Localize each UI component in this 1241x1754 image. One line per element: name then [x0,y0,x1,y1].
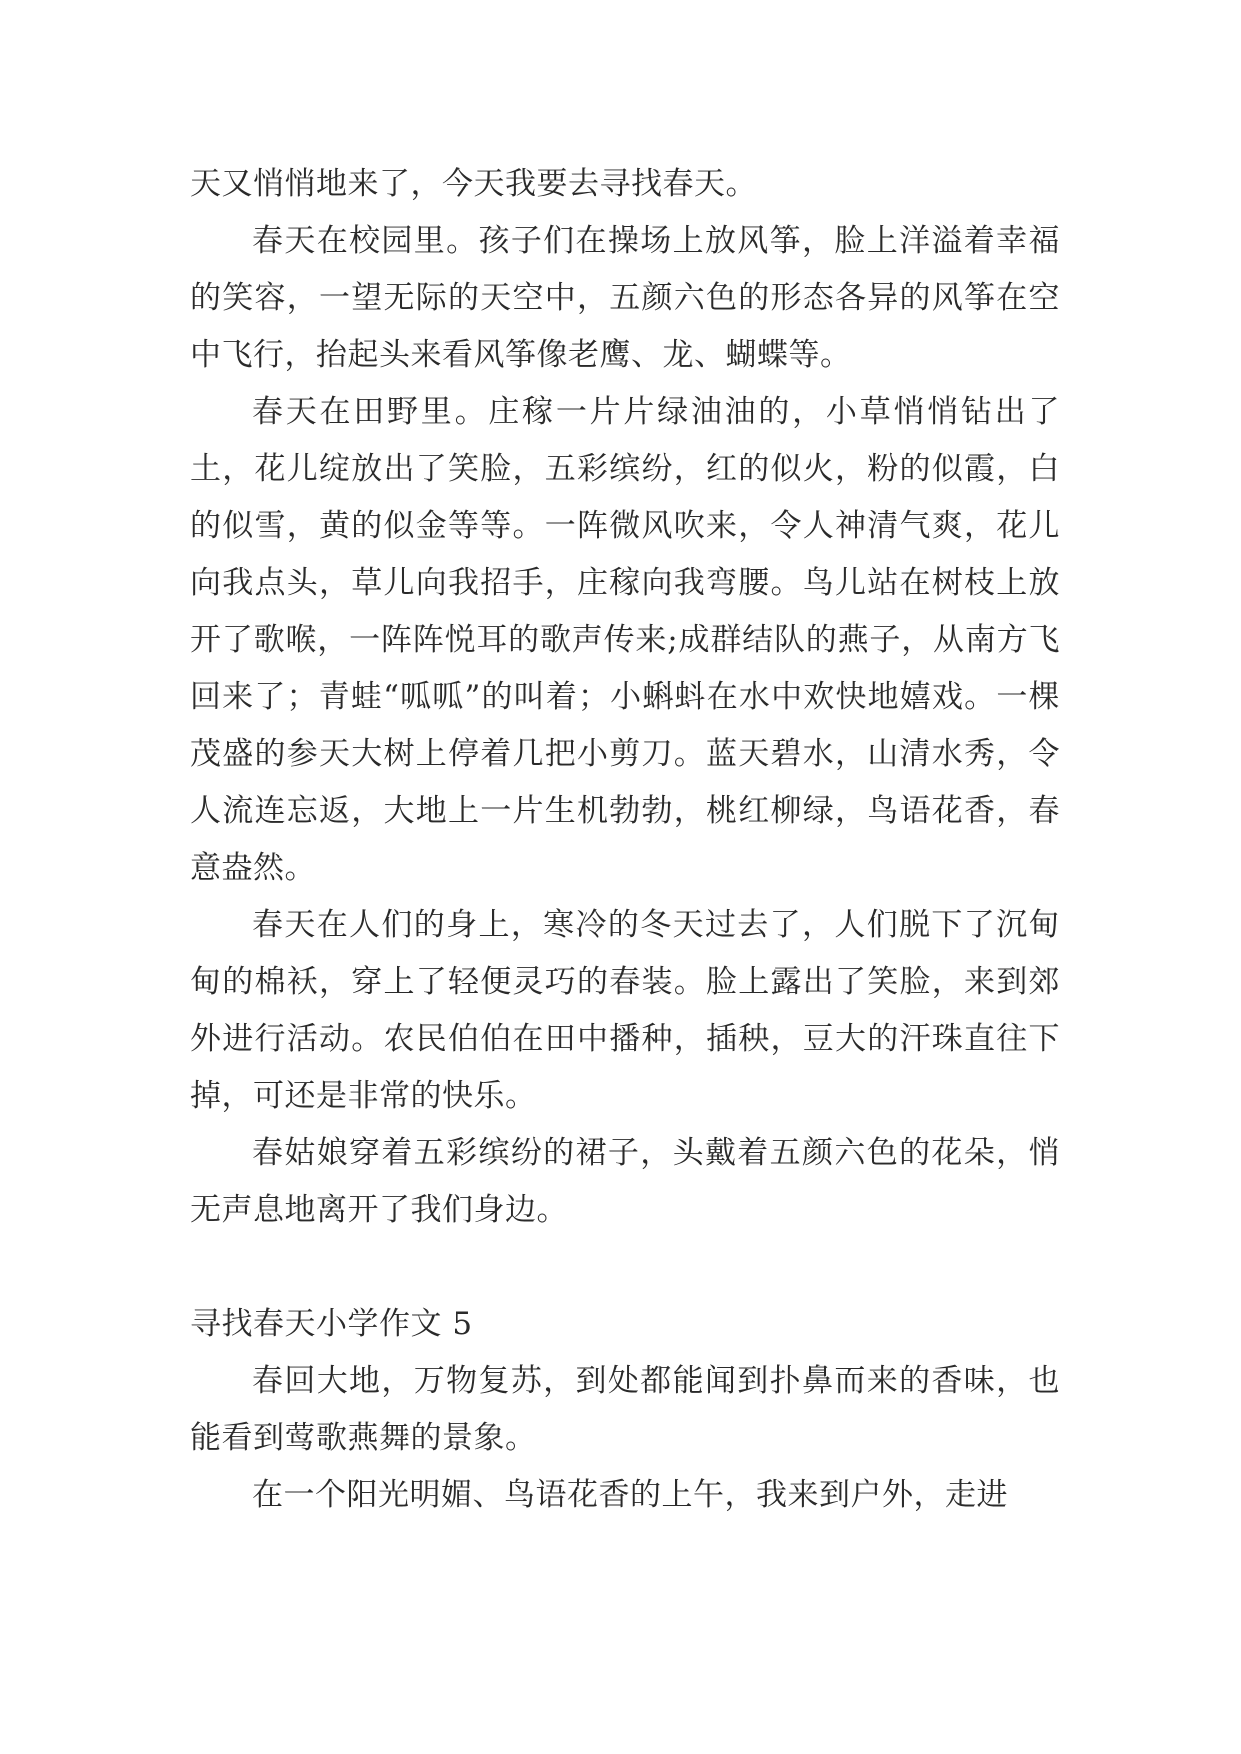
document-body [190,156,1060,1524]
section-heading: 寻找春天小学作文 5 [190,1306,473,1342]
paragraph-7: 在一个阳光明媚、鸟语花香的上午，我来到户外，走进 [252,1477,1008,1513]
paragraph-1: 天又悄悄地来了，今天我要去寻找春天。 [190,166,757,202]
paragraph-4: 春天在人们的身上，寒冷的冬天过去了，人们脱下了沉甸甸的棉袄，穿上了轻便灵巧的春装。脸上露出了笑脸，来到郊外进行活动。农民伯伯在田中播种，插秧，豆大的汗珠直往下掉，可还是非常的快乐。 [190,907,1060,1114]
paragraph-3: 春天在田野里。庄稼一片片绿油油的，小草悄悄钻出了土，花儿绽放出了笑脸，五彩缤纷，红的似火，粉的似霞，白的似雪，黄的似金等等。一阵微风吹来，令人神清气爽，花儿向我点头，草儿向我招手，庄稼向我弯腰。鸟儿站在树枝上放开了歌喉，一阵阵悦耳的歌声传来;成群结队的燕子，从南方飞回来了；青蛙“呱呱”的叫着；小蝌蚪在水中欢快地嬉戏。一棵茂盛的参天大树上停着几把小剪刀。蓝天碧水，山清水秀，令人流连忘返，大地上一片生机勃勃，桃红柳绿，鸟语花香，春意盎然。 [190,394,1060,886]
paragraph-6: 春回大地，万物复苏，到处都能闻到扑鼻而来的香味，也能看到莺歌燕舞的景象。 [190,1363,1060,1456]
paragraph-2: 春天在校园里。孩子们在操场上放风筝，脸上洋溢着幸福的笑容，一望无际的天空中，五颜六色的形态各异的风筝在空中飞行，抬起头来看风筝像老鹰、龙、蝴蝶等。 [190,223,1060,373]
paragraph-5: 春姑娘穿着五彩缤纷的裙子，头戴着五颜六色的花朵，悄无声息地离开了我们身边。 [190,1135,1060,1228]
